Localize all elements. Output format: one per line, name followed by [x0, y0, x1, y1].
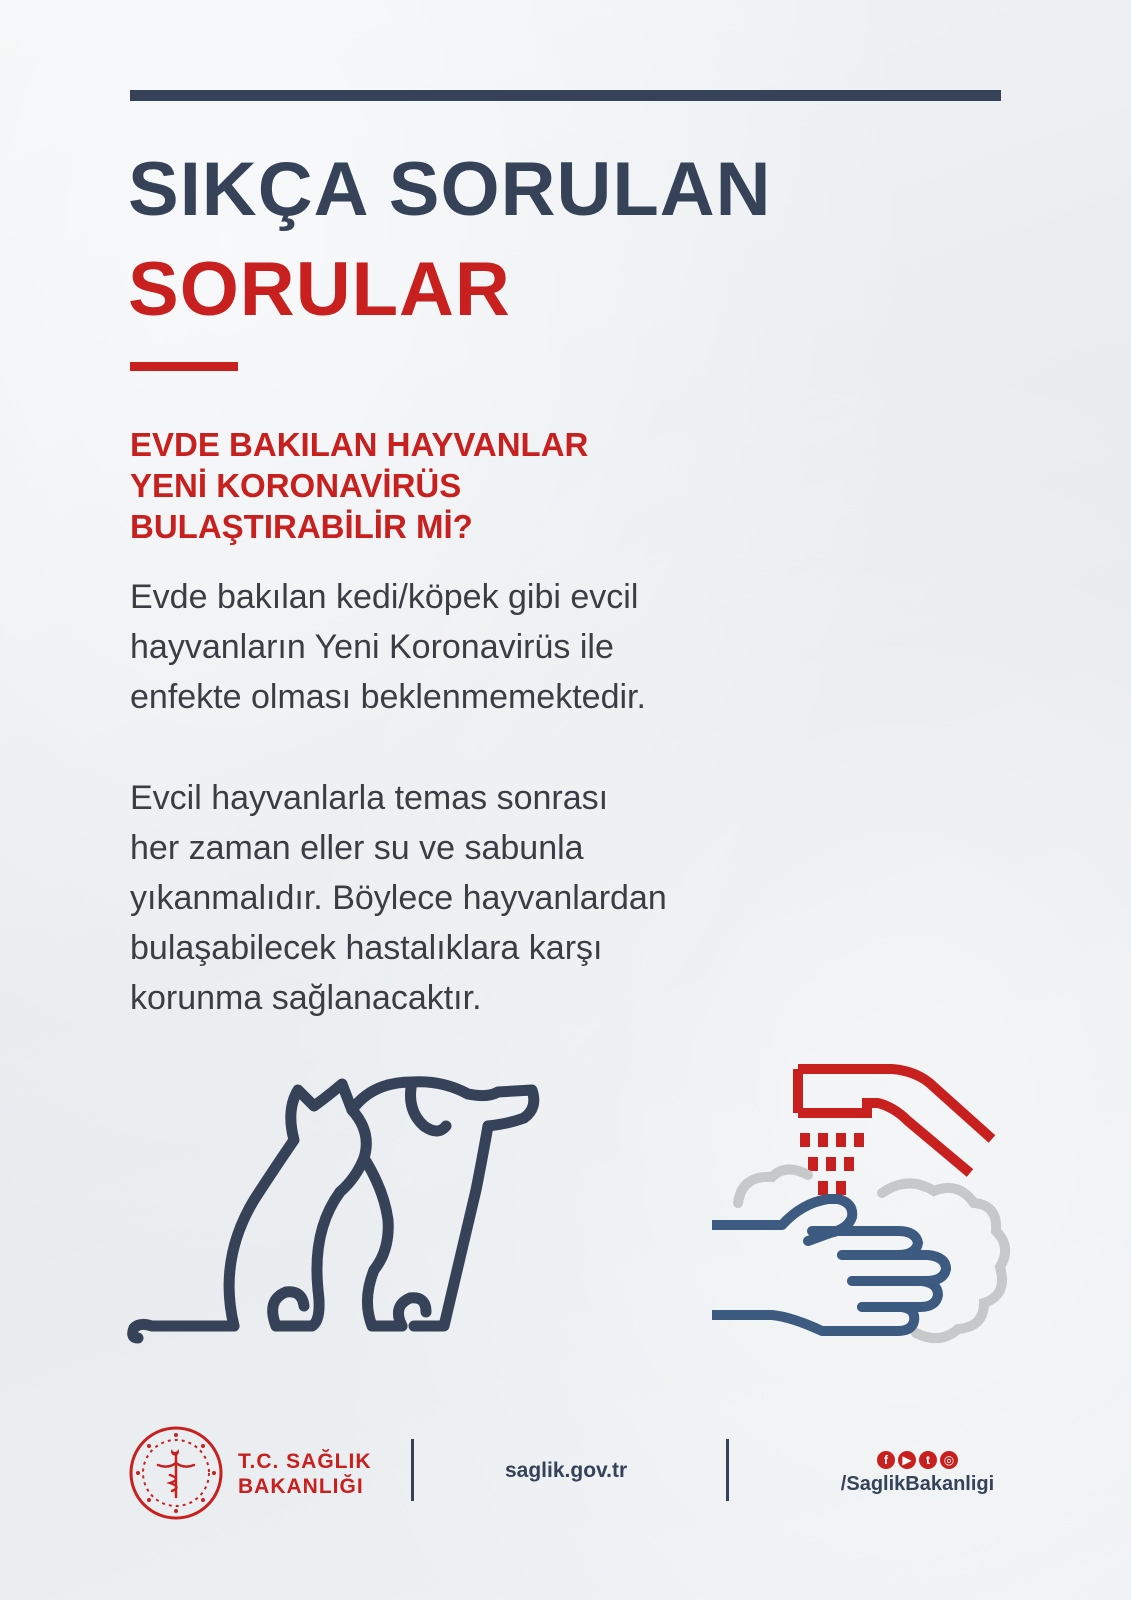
accent-rule	[130, 362, 238, 371]
question-heading	[130, 424, 750, 547]
social-handle[interactable]: /SaglikBakanligi	[840, 1473, 995, 1495]
answer-line: korunma sağlanacaktır.	[130, 979, 482, 1017]
answer-line: hayvanların Yeni Koronavirüs ile	[130, 628, 614, 666]
website-link[interactable]: saglik.gov.tr	[505, 1459, 628, 1482]
ministry-name	[238, 1449, 372, 1499]
answer-line: bulaşabilecek hastalıklara karşı	[130, 929, 603, 967]
page-title	[128, 140, 772, 340]
facebook-icon[interactable]: f	[877, 1451, 895, 1469]
ministry-name-line-1: T.C. SAĞLIK	[238, 1450, 372, 1473]
twitter-icon[interactable]: t	[919, 1451, 937, 1469]
title-line-2: SORULAR	[128, 247, 511, 332]
question-line: BULAŞTIRABİLİR Mİ?	[130, 508, 473, 545]
social-icons	[830, 1451, 1005, 1469]
answer-line: her zaman eller su ve sabunla	[130, 829, 584, 867]
answer-line: enfekte olması beklenmemektedir.	[130, 678, 646, 716]
top-rule	[130, 90, 1001, 101]
cat-and-dog-icon	[126, 1070, 556, 1370]
footer	[0, 1415, 1131, 1535]
question-line: EVDE BAKILAN HAYVANLAR	[130, 426, 589, 463]
answer-paragraph-1	[130, 572, 830, 722]
answer-line: Evcil hayvanlarla temas sonrası	[130, 779, 609, 817]
footer-divider	[726, 1439, 729, 1501]
hand-washing-icon	[712, 1063, 1022, 1353]
answer-paragraph-2	[130, 773, 830, 1023]
ministry-name-line-2: BAKANLIĞI	[238, 1475, 364, 1498]
question-line: YENİ KORONAVİRÜS	[130, 467, 462, 504]
ministry-logo-icon	[128, 1425, 224, 1521]
footer-divider	[411, 1439, 414, 1501]
youtube-icon[interactable]: ▶	[898, 1451, 916, 1469]
instagram-icon[interactable]: ◎	[940, 1451, 958, 1469]
social-block	[830, 1451, 1005, 1496]
answer-line: yıkanmalıdır. Böylece hayvanlardan	[130, 879, 667, 917]
title-line-1: SIKÇA SORULAN	[128, 147, 772, 232]
answer-line: Evde bakılan kedi/köpek gibi evcil	[130, 578, 639, 616]
